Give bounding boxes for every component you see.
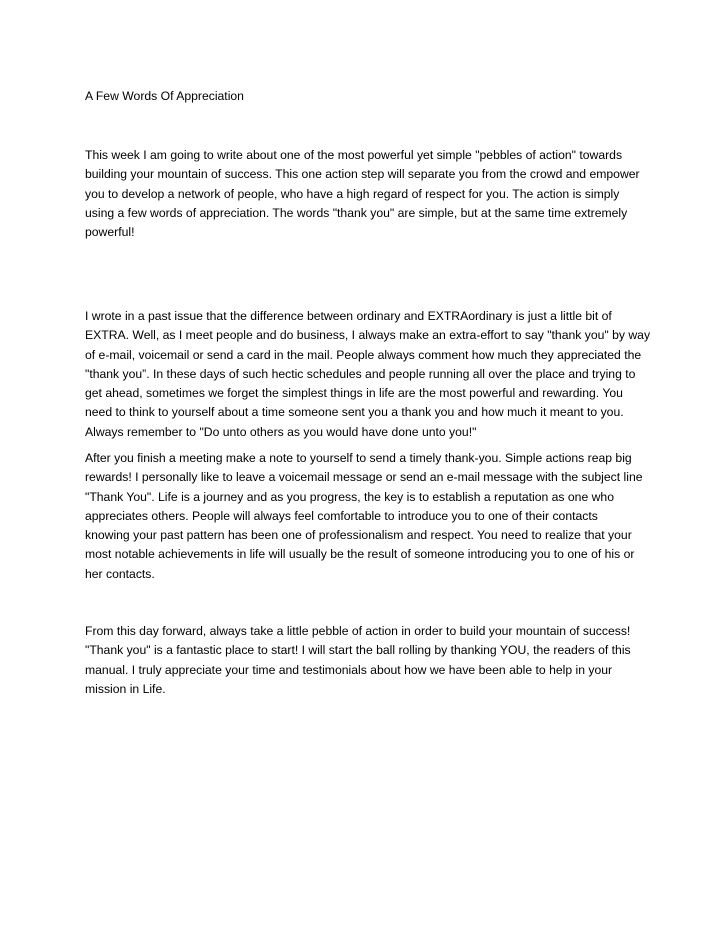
paragraph-line: EXTRA. Well, as I meet people and do business, I always make an extra-effort to say "thank you" by way <box>85 328 651 343</box>
paragraph-line: mission in Life. <box>85 681 166 696</box>
paragraph-line: using a few words of appreciation. The words "thank you" are simple, but at the same time extremely <box>85 205 628 220</box>
paragraph-line: her contacts. <box>85 566 155 581</box>
paragraph-3 <box>85 449 655 584</box>
paragraph-line: This week I am going to write about one of the most powerful yet simple "pebbles of action" towards <box>85 148 623 162</box>
paragraph-line: "Thank you" is a fantastic place to start! I will start the ball rolling by thanking YOU, the readers of this <box>85 643 631 658</box>
document-title: A Few Words Of Appreciation <box>85 89 244 103</box>
paragraph-2 <box>85 307 655 442</box>
paragraph-line: I wrote in a past issue that the difference between ordinary and EXTRAordinary is just a little bit of <box>85 309 612 323</box>
paragraph-line: "Thank You". Life is a journey and as you progress, the key is to establish a reputation as one who <box>85 489 614 504</box>
paragraph-line: most notable achievements in life will usually be the result of someone introducing you to one of his or <box>85 547 635 562</box>
paragraph-line: powerful! <box>85 225 135 240</box>
paragraph-line: of e-mail, voicemail or send a card in the mail. People always comment how much they appreciated the <box>85 347 642 362</box>
paragraph-line: rewards! I personally like to leave a voicemail message or send an e-mail message with the subject line <box>85 470 643 485</box>
paragraph-line: After you finish a meeting make a note to yourself to send a timely thank-you. Simple actions reap big <box>85 451 632 465</box>
paragraph-line: you to develop a network of people, who have a high regard of respect for you. The action is simply <box>85 186 620 201</box>
paragraph-line: appreciates others. People will always feel comfortable to introduce you to one of their contacts <box>85 508 598 523</box>
paragraph-1 <box>85 146 655 242</box>
paragraph-line: "thank you”. In these days of such hectic schedules and people running all over the place and trying to <box>85 366 636 381</box>
paragraph-line: manual. I truly appreciate your time and testimonials about how we have been able to help in your <box>85 662 613 677</box>
paragraph-line: Always remember to "Do unto others as you would have done unto you!" <box>85 424 477 439</box>
paragraph-line: building your mountain of success. This one action step will separate you from the crowd and empower <box>85 167 640 182</box>
paragraph-4 <box>85 622 655 699</box>
paragraph-line: From this day forward, always take a little pebble of action in order to build your mountain of success! <box>85 624 631 638</box>
paragraph-line: knowing your past pattern has been one of professionalism and respect. You need to realize that your <box>85 528 632 543</box>
paragraph-line: need to think to yourself about a time someone sent you a thank you and how much it meant to you. <box>85 405 624 420</box>
paragraph-line: get ahead, sometimes we forget the simplest things in life are the most powerful and rewarding. You <box>85 386 623 401</box>
